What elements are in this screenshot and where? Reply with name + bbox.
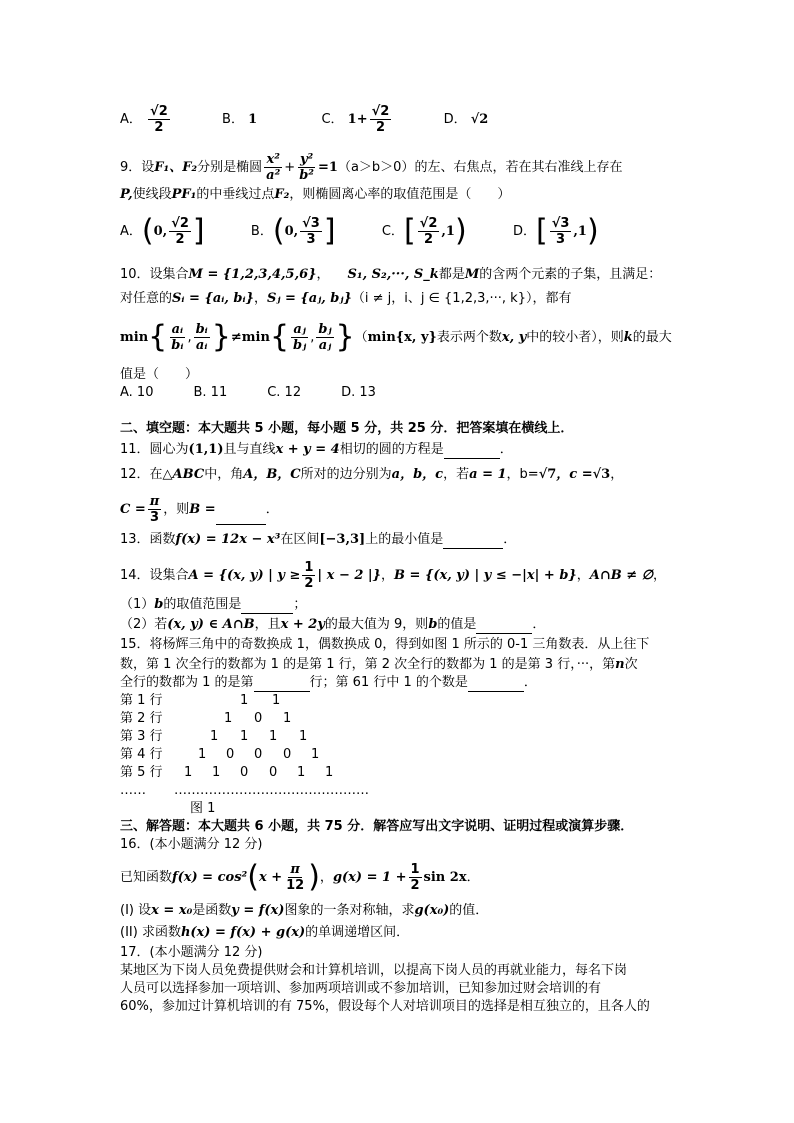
q10-line3: min{ $\frac{\text{aᵢ}}{\text{bᵢ}}$ , $\frac{\text{bᵢ}}{\text{aᵢ}}$ }≠min{ $\frac{\text{aⱼ}}{\text{bⱼ}}$ , $\frac{\text{bⱼ}}{\text{aⱼ}}$ }（min{x, y}表示两个数x, y中的较小者），则k的最大 [120,319,672,355]
q17-line1: 某地区为下岗人员免费提供财会和计算机培训，以提高下岗人员的再就业能力，每名下岗 [120,963,628,978]
triangle-cell: 0 [254,747,263,762]
q12-line2: C = $\frac{\pi}{3}$ ，则B = ． [120,494,279,525]
q17-line2: 人员可以选择参加一项培训、参加两项培训或不参加培训，已知参加过财会培训的有 [120,981,602,996]
triangle-row-label: 第 3 行 [120,729,163,744]
q9-option-b: B．(0, $\frac{√3}{3}$ ] [250,213,336,249]
q16-part1: (I) 设x = x₀是函数y = f(x)图象的一条对称轴，求g(x₀)的值． [120,903,489,918]
triangle-row-label: 第 5 行 [120,765,163,780]
q9-option-d: D．[ $\frac{√3}{3}$ ,1) [512,213,599,249]
q15-answer-blank-1[interactable] [254,677,310,692]
q8-option-d-label: D． [443,112,467,127]
triangle-cell: 1 [311,747,320,762]
triangle-cell: 0 [269,765,278,780]
q17-line3: 60%，参加过计算机培训的有 75%，假设每个人对培训项目的选择是相互独立的，且各人的 [120,999,650,1014]
section-3-title: 三、解答题：本大题共 6 小题，共 75 分．解答应写出文字说明、证明过程或演算步骤． [120,819,634,834]
triangle-cell: 1 [184,765,193,780]
triangle-cell: 1 [272,693,281,708]
q10-line1: 10．设集合M = {1,2,3,4,5,6}， S₁, S₂,···, S_k都是M的含两个元素的子集，且满足： [120,267,662,282]
q8-options: A． $\frac{√2}{2}$ B． 1 C． 1+ $\frac{√2}{2}$ D． √2 [120,104,489,135]
triangle-cell: 1 [325,765,334,780]
triangle-cell: 1 [299,729,308,744]
q8-option-c-label: C． [321,112,344,127]
triangle-cell: 1 [269,729,278,744]
q8-option-a-label: A． [120,112,142,127]
q15-line2: 数，第 1 次全行的数都为 1 的是第 1 行，第 2 次全行的数都为 1 的是第 3 行，···，第n次 [120,657,638,672]
figure-caption: 图 1 [190,801,216,816]
q17-header: 17．(本小题满分 12 分) [120,945,263,960]
q8-option-c-fraction: $\frac{√2}{2}$ [371,104,390,135]
triangle-cell: 0 [226,747,235,762]
triangle-ellipsis: …… ……………………………………… [120,783,369,798]
triangle-cell: 0 [283,747,292,762]
q9-option-c: C．[ $\frac{√2}{2}$ ,1) [381,213,467,249]
triangle-cell: 1 [210,729,219,744]
q16-header: 16．(本小题满分 12 分) [120,837,263,852]
q8-option-b-label: B． [222,112,244,127]
q14: 14．设集合A = {(x, y) | y ≥ $\frac{1}{2}$ | x − 2 |}，B = {(x, y) | y ≤ −|x| + b}，A∩B ≠ ∅， [120,560,667,591]
q9-options [120,213,599,249]
q11: 11．圆心为(1,1)且与直线x + y = 4相切的圆的方程是 ． [120,442,513,457]
q8-option-a-fraction: $\frac{√2}{2}$ [150,104,168,135]
triangle-cell: 1 [212,765,221,780]
q12-line1: 12．在△ABC中，角A，B，C所对的边分别为a，b，c，若a = 1，b=√7，c =√3， [120,467,624,482]
triangle-row-label: 第 1 行 [120,693,163,708]
q15-line1: 15．将杨辉三角中的奇数换成 1，偶数换成 0，得到如图 1 所示的 0-1 三角数表．从上往下 [120,637,650,652]
q14-part2: （2）若(x, y) ∈ A∩B，且x + 2y的最大值为 9，则b的值是 ． [120,617,546,632]
triangle-cell: 1 [240,729,249,744]
q15-answer-blank-2[interactable] [468,677,524,692]
triangle-cell: 1 [198,747,207,762]
q13: 13．函数f(x) = 12x − x³在区间[−3,3]上的最小值是 ． [120,532,517,547]
triangle-row-label: 第 2 行 [120,711,163,726]
triangle-cell: 0 [240,765,249,780]
q9-line2: P,使线段PF₁的中垂线过点F₂，则椭圆离心率的取值范围是（ ） [120,187,511,202]
triangle-row-label: 第 4 行 [120,747,163,762]
q15-line3: 全行的数都为 1 的是第 行；第 61 行中 1 的个数是 ． [120,675,537,690]
q16-function-def: 已知函数f(x) = cos²(x + $\frac{\pi}{12}$ )，g(x) = 1 + $\frac{1}{2}$ sin 2x． [120,859,480,895]
q8-option-b-value: 1 [248,112,258,127]
q10-line4: 值是（ ） [120,367,199,382]
q8-option-d-value: √2 [470,112,489,127]
triangle-cell: 1 [224,711,233,726]
q14-2-answer-blank[interactable] [476,619,532,634]
q9-option-a: A．(0, $\frac{√2}{2}$ ] [120,213,205,249]
triangle-cell: 1 [240,693,249,708]
triangle-cell: 0 [254,711,263,726]
q10-line2: 对任意的Sᵢ = {aᵢ, bᵢ}，Sⱼ = {aⱼ, bⱼ}（i ≠ j，i、j ∈ {1,2,3,···, k}），都有 [120,291,572,306]
q10-options: A. 10 B. 11 C. 12 D. 13 [120,385,376,400]
q11-answer-blank[interactable] [444,444,500,459]
triangle-cell: 1 [283,711,292,726]
q14-1-answer-blank[interactable] [241,599,293,614]
q13-answer-blank[interactable] [443,534,503,549]
q12-answer-blank[interactable] [216,510,266,525]
q9-line1: 9．设F₁、F₂分别是椭圆 $\frac{\text{x²}}{\text{a²}}$ + $\frac{\text{y²}}{\text{b²}}$ =1（a＞b＞0）的左、右焦点，若在其右准线上存在 [120,152,623,183]
triangle-cell: 1 [297,765,306,780]
q14-part1: （1）b的取值范围是 ； [120,597,307,612]
q16-part2: (II) 求函数h(x) = f(x) + g(x)的单调递增区间． [120,925,410,940]
section-2-title: 二、填空题：本大题共 5 小题，每小题 5 分，共 25 分．把答案填在横线上． [120,421,574,436]
